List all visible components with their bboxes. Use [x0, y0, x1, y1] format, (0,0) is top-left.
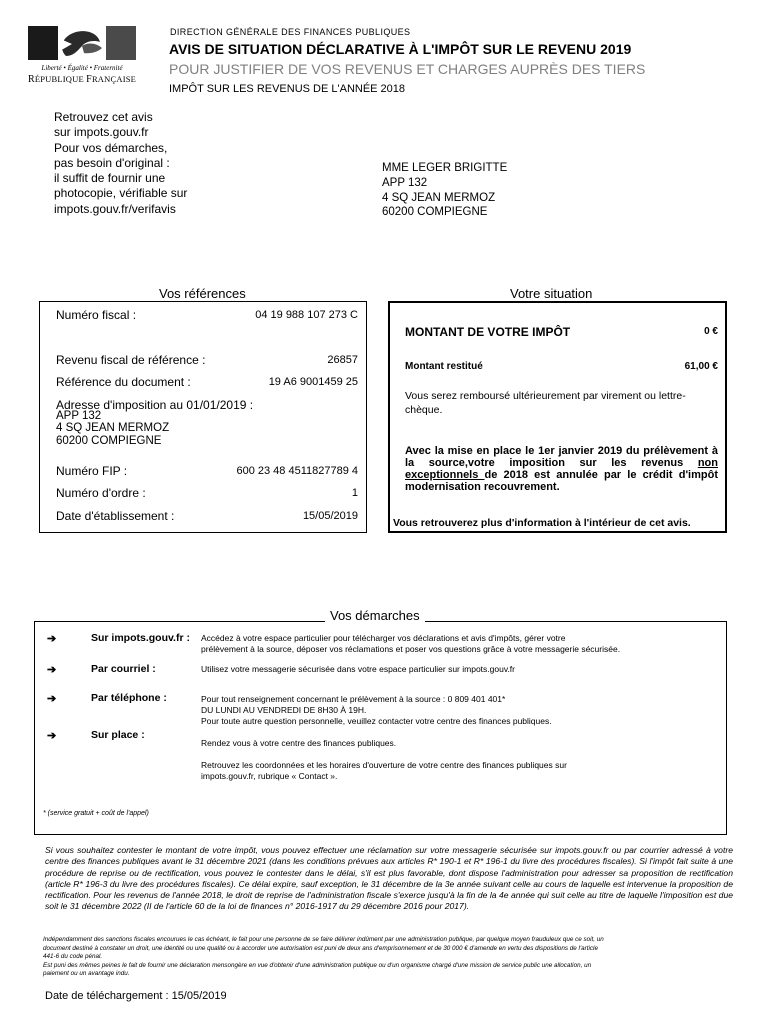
- tax-address: APP 132 4 SQ JEAN MERMOZ 60200 COMPIEGNE: [56, 410, 170, 447]
- order-number: 1: [351, 487, 358, 499]
- fip-number: 600 23 48 4511827789 4: [236, 465, 358, 477]
- arrow-right-icon: ➔: [47, 664, 57, 676]
- references-box: Numéro fiscal : 04 19 988 107 273 C Revenu fiscal de référence : 26857 Référence du document : 19 A6 9001459 25 Adresse d'imposition au 01/01/2019 : APP 132 4 SQ JEAN MERMOZ 60200 COMPIEGNE Numéro FIP : 600 23 48 4511827789 4 Numéro d'ordre : 1 Date d'établissement : 15/05/2019: [39, 301, 367, 533]
- references-legend: Vos références: [154, 286, 251, 301]
- refund-note: Vous serez remboursé ultérieurement par virement ou lettre-chèque.: [405, 390, 686, 416]
- sanctions-paragraph: Indépendamment des sanctions fiscales encourues le cas échéant, le fait pour une personne de se faire délivrer indûment par une administration publique, par quelque moyen frauduleux que ce soit, un document destiné à constater un droit, une identité ou une qualité ou à accorder une autorisation est puni de deux ans d'emprisonnement et de 30 000 € d'amende en vertu des dispositions de l'article 441-6 du code pénal. Est puni des mêmes peines le fait de fournir une déclaration mensongère en vue d'obtenir d'une administration publique ou d'un organisme chargé d'une mission de service public une allocation, un paiement ou un avantage indu.: [43, 936, 604, 978]
- situation-legend: Votre situation: [505, 286, 597, 301]
- phone-footnote: * (service gratuit + coût de l'appel): [43, 810, 149, 817]
- fiscal-number: 04 19 988 107 273 C: [255, 309, 358, 321]
- verification-notice: Retrouvez cet avis sur impots.gouv.fr Pour vos démarches, pas besoin d'original : il suffit de fournir une photocopie, vérifiable sur impots.gouv.fr/verifavis: [54, 110, 188, 216]
- arrow-right-icon: ➔: [47, 730, 57, 742]
- arrow-right-icon: ➔: [47, 693, 57, 705]
- demarches-legend: Vos démarches: [325, 608, 425, 623]
- document-title: AVIS DE SITUATION DÉCLARATIVE À L'IMPÔT SUR LE REVENU 2019: [169, 41, 632, 57]
- motto: Liberté • Égalité • Fraternité: [41, 64, 123, 72]
- demarches-box: ➔ Sur impots.gouv.fr : Accédez à votre espace particulier pour télécharger vos déclarations et avis d'impôts, gérer votre prélèvement à la source, déposer vos réclamations et poser vos questions grâce à votre messagerie sécurisée. ➔ Par courriel : Utilisez votre messagerie sécurisée dans votre espace particulier sur impots.gouv.fr ➔ Par téléphone : Pour tout renseignement concernant le prélèvement à la source : 0 809 401 401* DU LUNDI AU VENDREDI DE 8H30 À 19H. Pour toute autre question personnelle, veuillez contacter votre centre des finances publiques. ➔ Sur place : Rendez vous à votre centre des finances publiques. Retrouvez les coordonnées et les horaires d'ouverture de votre centre des finances publiques sur impots.gouv.fr, rubrique « Contact ». * (service gratuit + coût de l'appel): [34, 621, 727, 835]
- contestation-paragraph: Si vous souhaitez contester le montant de votre impôt, vous pouvez effectuer une réclamation sur votre messagerie sécurisée sur impots.gouv.fr ou par courrier adressé à votre centre des finances publiques avant le 31 décembre 2021 (dans les conditions prévues aux articles R* 190-1 et R* 196-1 du livre des procédures fiscales). Si l'impôt fait suite à une procédure de reprise ou de rectification, vous pouvez le contester dans le délai, s'il est plus favorable, dont dispose l'administration pour adresser sa proposition de rectification (article R* 196-3 du livre des procédures fiscales). Ce délai expire, sauf exception, le 31 décembre de la 3e année suivant celle au cours de laquelle est intervenue la proposition de rectification. Pour les revenus de l'année 2018, le droit de reprise de l'administration fiscale s'exerce jusqu'à la fin de la 4e année qui suit celle au titre de laquelle l'imposition est due soit le 31 décembre 2022 (II de l'article 60 de la loi de finances n° 2016-1917 du 29 décembre 2016 pour 2017).: [45, 845, 733, 912]
- document-subtitle: POUR JUSTIFIER DE VOS REVENUS ET CHARGES AUPRÈS DES TIERS: [169, 61, 646, 77]
- rfr-value: 26857: [327, 354, 358, 366]
- issue-date: 15/05/2019: [302, 510, 358, 522]
- more-info-note: Vous retrouverez plus d'information à l'intérieur de cet avis.: [393, 517, 691, 529]
- refund-amount: 61,00 €: [684, 361, 718, 372]
- document-reference: 19 A6 9001459 25: [268, 376, 358, 388]
- download-date: Date de téléchargement : 15/05/2019: [45, 990, 227, 1002]
- republique-francaise-logo: [26, 26, 138, 96]
- republique-francaise-text: RÉPUBLIQUE FRANÇAISE: [27, 74, 137, 85]
- arrow-right-icon: ➔: [47, 633, 57, 645]
- withholding-info: Avec la mise en place le 1er janvier 2019 du prélèvement à la source,votre imposition sur les revenus non exceptionnels de 2018 est annulée par le crédit d'impôt modernisation recouvrement.: [405, 445, 718, 493]
- direction-name: DIRECTION GÉNÉRALE DES FINANCES PUBLIQUES: [170, 27, 411, 37]
- situation-box: [388, 301, 727, 533]
- recipient-address: MME LEGER BRIGITTE APP 132 4 SQ JEAN MERMOZ 60200 COMPIEGNE: [382, 162, 508, 219]
- marianne-flag-icon: [28, 26, 136, 60]
- income-year: IMPÔT SUR LES REVENUS DE L'ANNÉE 2018: [169, 83, 406, 95]
- tax-amount-row: MONTANT DE VOTRE IMPÔT 0 €: [405, 325, 718, 339]
- refund-row: Montant restitué 61,00 €: [405, 361, 718, 372]
- tax-amount: 0 €: [704, 326, 718, 337]
